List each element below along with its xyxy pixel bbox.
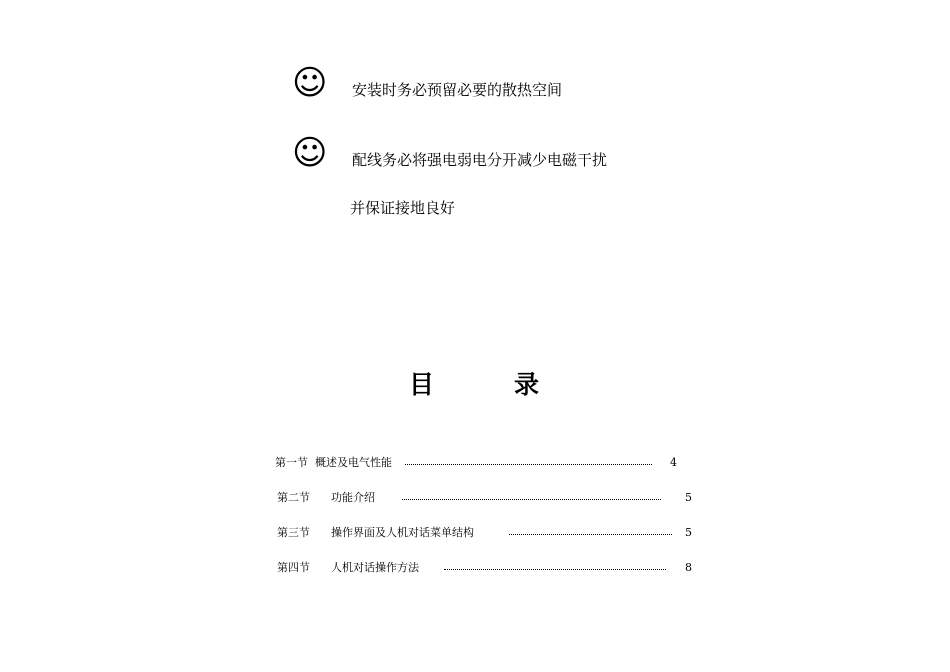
toc-leader-dots (444, 569, 666, 570)
notice-line: 安装时务必预留必要的散热空间 (352, 81, 563, 99)
toc-title-char: 目 (409, 370, 435, 399)
toc-entry[interactable] (0, 525, 950, 541)
smile-icon: ☺ (292, 63, 328, 103)
toc-entry-title: 人机对话操作方法 (331, 561, 419, 574)
toc-leader-dots (405, 464, 652, 465)
toc-entry-title: 功能介绍 (331, 491, 375, 504)
notice-line: 并保证接地良好 (350, 199, 456, 217)
toc-entry[interactable] (0, 455, 950, 471)
toc-section-label: 第三节 (277, 526, 310, 539)
notice-line: 配线务必将强电弱电分开减少电磁干扰 (352, 151, 608, 169)
toc-leader-dots (509, 534, 672, 535)
toc-page-number: 5 (685, 526, 692, 539)
toc-entry-title: 概述及电气性能 (315, 456, 392, 469)
toc-section-label: 第四节 (277, 561, 310, 574)
toc-entry[interactable] (0, 490, 950, 506)
toc-section-label: 第二节 (277, 491, 310, 504)
toc-title-char: 录 (514, 370, 540, 399)
toc-page-number: 5 (685, 491, 692, 504)
toc-page-number: 4 (670, 456, 677, 469)
toc-entry[interactable] (0, 560, 950, 576)
toc-leader-dots (402, 499, 661, 500)
toc-page-number: 8 (685, 561, 692, 574)
toc-section-label: 第一节 (275, 456, 308, 469)
smile-icon: ☺ (292, 133, 328, 173)
notice-section (0, 0, 950, 240)
toc-entry-title: 操作界面及人机对话菜单结构 (331, 526, 474, 539)
